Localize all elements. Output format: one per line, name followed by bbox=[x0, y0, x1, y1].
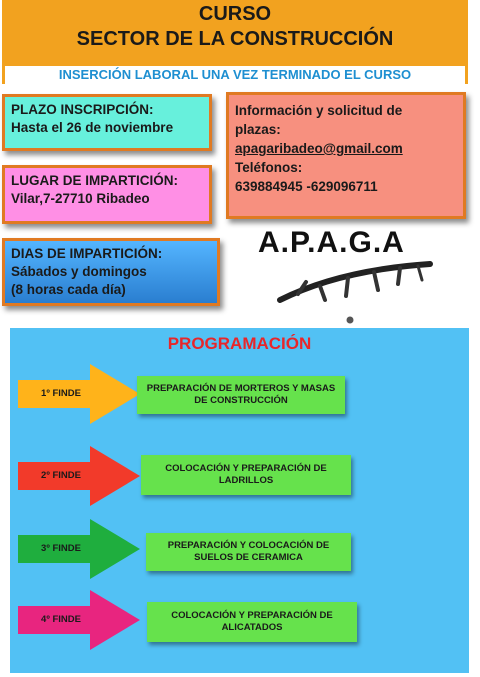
program-step-2 bbox=[141, 455, 351, 495]
step-text-line1: PREPARACIÓN Y COLOCACIÓN DE bbox=[167, 540, 330, 551]
weekend-arrow-3 bbox=[18, 519, 142, 579]
step-text-line1: COLOCACIÓN Y PREPARACIÓN DE bbox=[165, 463, 327, 474]
weekend-label: 1º FINDE bbox=[41, 388, 81, 399]
registration-deadline-text: Hasta el 26 de noviembre bbox=[11, 120, 174, 135]
header-banner bbox=[2, 0, 468, 84]
step-text-line2: ALICATADOS bbox=[221, 622, 283, 633]
location-title: LUGAR DE IMPARTICIÓN: bbox=[11, 173, 178, 188]
weekend-arrow-4 bbox=[18, 590, 142, 650]
weekend-label: 2º FINDE bbox=[41, 470, 81, 481]
schedule-box bbox=[2, 238, 220, 306]
step-text-line2: LADRILLOS bbox=[218, 475, 274, 486]
contact-info-line1: Información y solicitud de bbox=[235, 103, 403, 118]
registration-deadline-box bbox=[2, 94, 212, 151]
phone-numbers: 639884945 -629096711 bbox=[235, 179, 378, 194]
program-step-1 bbox=[137, 376, 345, 414]
step-text-line2: SUELOS DE CERAMICA bbox=[194, 552, 303, 563]
course-title: SECTOR DE LA CONSTRUCCIÓN bbox=[76, 28, 394, 50]
apaga-logo-graphic bbox=[250, 222, 450, 332]
schedule-hours: (8 horas cada día) bbox=[11, 282, 126, 297]
step-text-line1: COLOCACIÓN Y PREPARACIÓN DE bbox=[171, 610, 333, 621]
schedule-days: Sábados y domingos bbox=[11, 264, 147, 279]
program-step-3 bbox=[146, 533, 351, 571]
schedule-title: DIAS DE IMPARTICIÓN: bbox=[11, 246, 163, 261]
apaga-logo-text: A.P.A.G.A bbox=[258, 226, 405, 259]
location-text: Vilar,7-27710 Ribadeo bbox=[11, 191, 150, 206]
contact-box bbox=[226, 92, 466, 219]
contact-info-line2: plazas: bbox=[235, 122, 281, 137]
registration-deadline-title: PLAZO INSCRIPCIÓN: bbox=[11, 102, 154, 117]
program-title: PROGRAMACIÓN bbox=[167, 334, 312, 353]
weekend-arrow-2 bbox=[18, 446, 142, 506]
course-label: CURSO bbox=[198, 3, 272, 25]
apaga-logo bbox=[250, 222, 450, 332]
phones-label: Teléfonos: bbox=[235, 160, 303, 175]
weekend-arrow-1 bbox=[18, 364, 142, 424]
contact-email-link[interactable]: apagaribadeo@gmail.com bbox=[235, 141, 403, 156]
weekend-label: 4º FINDE bbox=[41, 614, 81, 625]
step-text-line1: PREPARACIÓN DE MORTEROS Y MASAS bbox=[146, 383, 336, 394]
step-text-line2: DE CONSTRUCCIÓN bbox=[194, 395, 288, 406]
program-step-4 bbox=[147, 602, 357, 642]
course-subtitle: INSERCIÓN LABORAL UNA VEZ TERMINADO EL CURSO bbox=[5, 66, 465, 84]
program-panel bbox=[10, 328, 469, 673]
weekend-label: 3º FINDE bbox=[41, 543, 81, 554]
location-box bbox=[2, 165, 212, 224]
